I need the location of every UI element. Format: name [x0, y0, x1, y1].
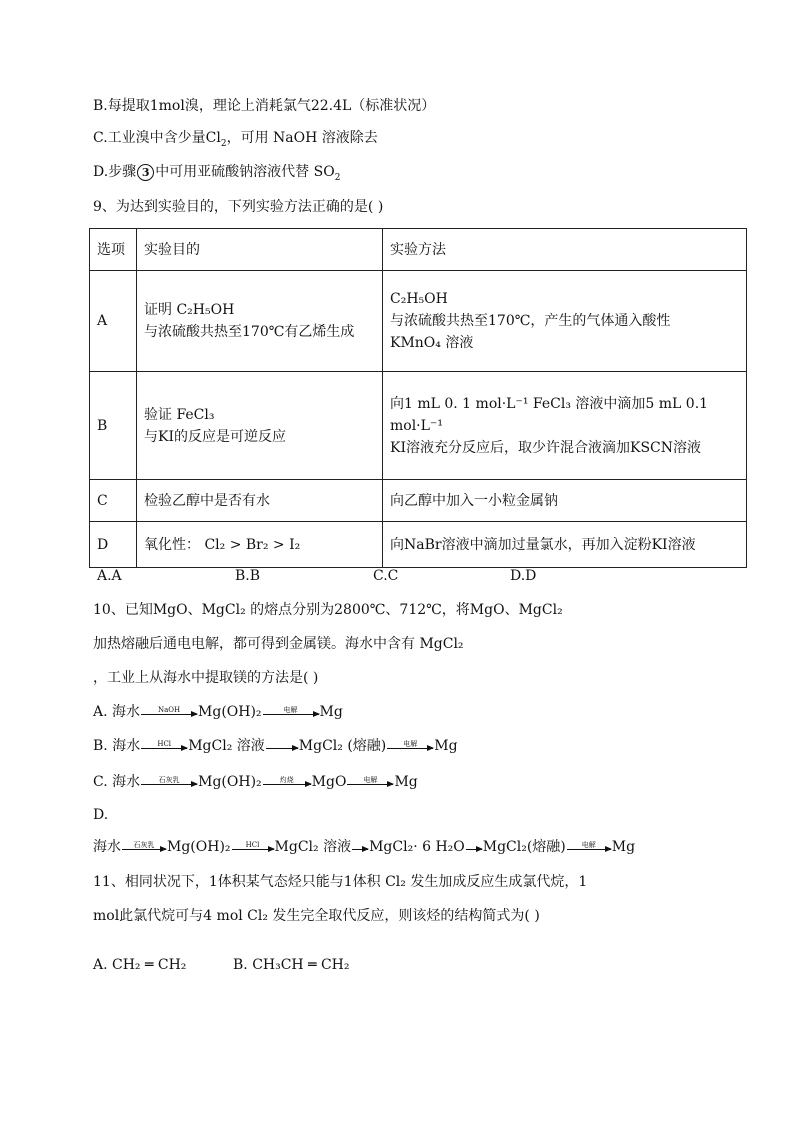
arrow-label: 电解	[403, 740, 418, 748]
table-row-c	[90, 480, 747, 522]
q10-stem-line2: 加热熔融后通电电解，都可得到金属镁。海水中含有 MgCl₂	[93, 636, 464, 652]
arrow-label: 灼烧	[279, 776, 294, 784]
q10-b-end: Mg	[434, 738, 458, 754]
q10-option-d[interactable]: D.	[93, 807, 109, 823]
q9-option-a[interactable]: A.A	[97, 568, 122, 584]
q9-option-c[interactable]: C.C	[373, 568, 399, 584]
arrow-label: 石灰乳	[158, 776, 180, 784]
q10-d-product4: MgCl₂(熔融)	[482, 839, 566, 855]
q8-option-d-sub: 2	[334, 172, 341, 183]
q8-option-d-text: D.步骤	[93, 164, 137, 180]
q10-c-end: Mg	[394, 774, 418, 790]
q8-option-c-sub: 2	[220, 138, 227, 149]
row-a-method-line3: KMnO₄ 溶液	[390, 335, 474, 351]
arrow-icon	[263, 706, 319, 718]
row-c-goal: 检验乙醇中是否有水	[137, 480, 383, 522]
arrow-icon	[141, 706, 197, 718]
row-d-label: D	[90, 522, 137, 568]
q8-option-c	[93, 128, 378, 148]
step-3-circle-icon: 3	[137, 164, 154, 181]
q10-option-c-label: C. 海水	[93, 774, 141, 790]
table-row-b	[90, 372, 747, 480]
row-b-method-line2: mol·L⁻¹	[390, 417, 443, 434]
row-c-label: C	[90, 480, 137, 522]
table-row-d	[90, 522, 747, 568]
q11-option-a[interactable]: A. CH₂ ═ CH₂	[93, 957, 187, 973]
arrow-label: 电解	[581, 841, 596, 849]
row-d-method: 向NaBr溶液中滴加过量氯水，再加入淀粉KI溶液	[383, 522, 747, 568]
arrow-icon	[347, 776, 393, 788]
q11-option-b[interactable]: B. CH₃CH ═ CH₂	[233, 957, 350, 973]
q10-option-b-label: B. 海水	[93, 738, 141, 754]
header-goal: 实验目的	[137, 229, 383, 271]
q10-option-a[interactable]	[93, 702, 343, 722]
arrow-icon	[122, 841, 166, 853]
row-c-method: 向乙醇中加入一小粒金属钠	[383, 480, 747, 522]
q9-option-d[interactable]: D.D	[510, 568, 537, 584]
q11-stem-line1: 11、相同状况下，1体积某气态烃只能与1体积 Cl₂ 发生加成反应生成氯代烷，1	[93, 874, 588, 890]
table-row-a	[90, 271, 747, 372]
row-d-goal: 氧化性： Cl₂ > Br₂ > I₂	[137, 522, 383, 568]
arrow-icon	[141, 776, 197, 788]
row-b-label: B	[90, 372, 137, 480]
arrow-label: 电解	[283, 706, 298, 714]
q8-option-d	[93, 162, 340, 182]
q10-d-product1: Mg(OH)₂	[167, 839, 231, 855]
q10-stem-line3: ，工业上从海水中提取镁的方法是( )	[93, 670, 319, 686]
arrow-label: 电解	[363, 776, 378, 784]
row-b-goal-line2: 与KI的反应是可逆反应	[144, 428, 286, 445]
arrow-label: NaOH	[157, 706, 181, 714]
arrow-icon	[352, 841, 368, 853]
arrow-icon	[266, 740, 298, 752]
row-a-goal-line2: 与浓硫酸共热至170℃有乙烯生成	[144, 324, 355, 340]
q11-stem-line2: mol此氯代烷可与4 mol Cl₂ 发生完全取代反应，则该烃的结构简式为( )	[93, 908, 540, 924]
q10-d-start: 海水	[93, 839, 121, 855]
q10-c-product1: Mg(OH)₂	[198, 774, 262, 790]
arrow-label: HCl	[157, 740, 172, 748]
q8-option-c-text: C.工业溴中含少量Cl	[93, 130, 221, 146]
row-b-method-line1: 向1 mL 0. 1 mol·L⁻¹ FeCl₃ 溶液中滴加5 mL 0.1	[390, 395, 709, 412]
arrow-label: HCl	[245, 841, 260, 849]
experiment-table	[89, 228, 747, 568]
q10-d-end: Mg	[611, 839, 636, 855]
q10-a-end: Mg	[319, 704, 343, 720]
arrow-icon	[567, 841, 611, 853]
arrow-icon	[387, 740, 433, 752]
arrow-icon	[263, 776, 311, 788]
arrow-label: 石灰乳	[133, 841, 155, 849]
q8-option-c-tail: ，可用 NaOH 溶液除去	[226, 130, 378, 146]
header-method: 实验方法	[383, 229, 747, 271]
q10-c-product2: MgO	[311, 774, 347, 790]
table-header-row	[90, 229, 747, 271]
q9-option-b[interactable]: B.B	[235, 568, 261, 584]
row-b-goal-line1: 验证 FeCl₃	[144, 406, 215, 423]
row-b-method	[383, 372, 747, 480]
q10-option-d-equation	[93, 837, 635, 857]
q8-option-b: B.每提取1mol溴，理论上消耗氯气22.4L（标准状况）	[93, 98, 436, 114]
row-a-method	[383, 271, 747, 372]
q10-option-a-label: A. 海水	[93, 704, 141, 720]
q10-b-product2: MgCl₂ (熔融)	[298, 738, 387, 754]
q10-b-product1: MgCl₂ 溶液	[188, 738, 265, 754]
q10-option-c[interactable]	[93, 772, 418, 792]
arrow-icon	[466, 841, 482, 853]
row-a-goal	[137, 271, 383, 372]
row-a-goal-line1: 证明 C₂H₅OH	[144, 302, 235, 318]
arrow-icon	[232, 841, 274, 853]
q10-option-b[interactable]	[93, 736, 458, 756]
arrow-icon	[141, 740, 187, 752]
q10-d-product3: MgCl₂· 6 H₂O	[369, 839, 465, 855]
row-a-method-line2: 与浓硫酸共热至170℃，产生的气体通入酸性	[390, 313, 671, 329]
header-option: 选项	[90, 229, 137, 271]
row-b-goal	[137, 372, 383, 480]
q10-stem-line1: 10、已知MgO、MgCl₂ 的熔点分别为2800℃、712℃，将MgO、MgCl₂	[93, 602, 563, 618]
q10-d-product2: MgCl₂ 溶液	[274, 839, 352, 855]
q10-a-product: Mg(OH)₂	[198, 704, 262, 720]
row-a-label: A	[90, 271, 137, 372]
q8-option-d-mid: 中可用亚硫酸钠溶液代替 SO	[155, 164, 335, 180]
q9-stem: 9、为达到实验目的，下列实验方法正确的是( )	[93, 199, 384, 215]
row-a-method-line1: C₂H₅OH	[390, 291, 448, 307]
row-b-method-line3: KI溶液充分反应后，取少许混合液滴加KSCN溶液	[390, 439, 701, 456]
